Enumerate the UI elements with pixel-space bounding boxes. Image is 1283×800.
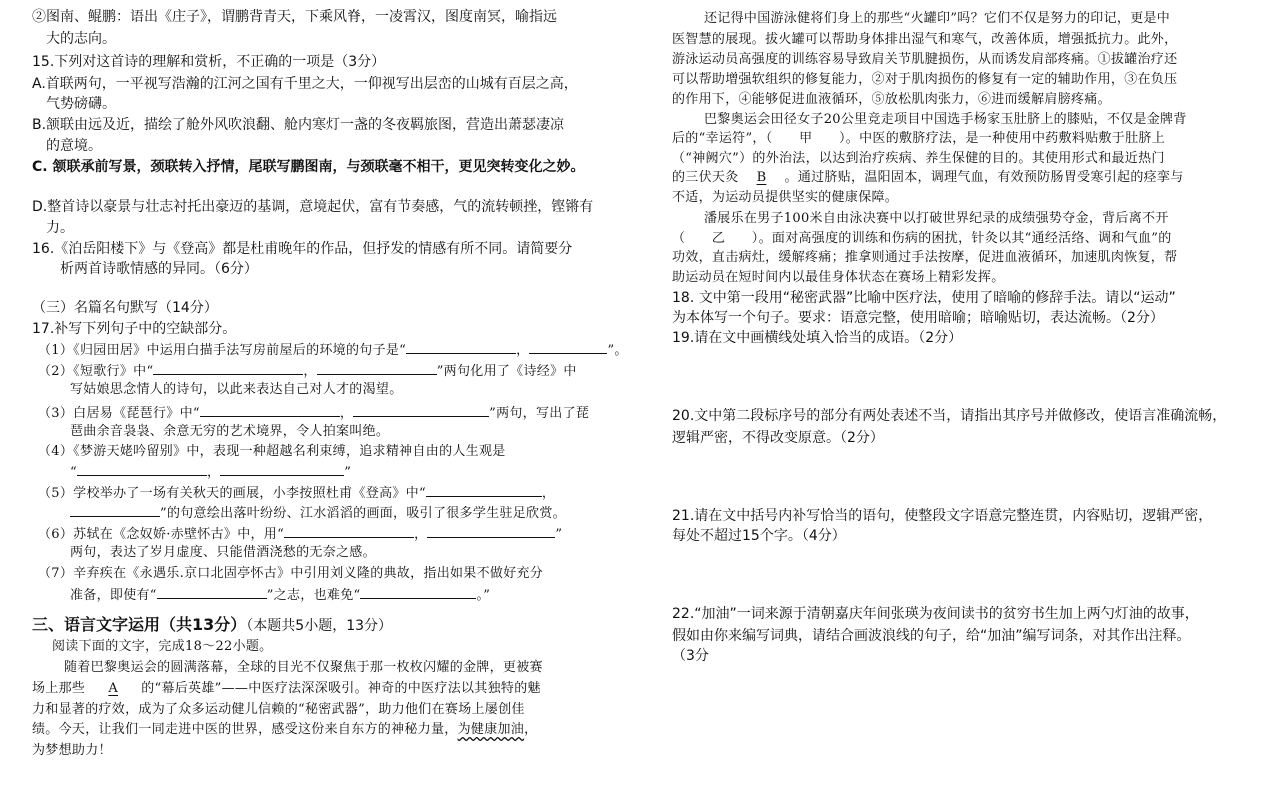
answer-blank[interactable] <box>529 339 607 354</box>
q16-line1: 16.《泊岳阳楼下》与《登高》都是杜甫晚年的作品，但抒发的情感有所不同。请简要分 <box>32 241 573 257</box>
answer-blank[interactable] <box>353 402 489 417</box>
answer-blank[interactable] <box>70 502 160 517</box>
q17-stem: 17.补写下列句子中的空缺部分。 <box>32 321 237 337</box>
passage-para3-line2: 后的“幸运符”，（ 甲 ）。中医的敷脐疗法，是一种使用中药敷料贴敷于肚脐上 <box>672 131 1165 146</box>
q22-line1: 22.“加油”一词来源于清朝嘉庆年间张瑛为夜间读书的贫穷书生加上两勺灯油的故事， <box>672 606 1199 622</box>
q20-line2: 逻辑严密，不得改变原意。（2分） <box>672 430 884 446</box>
answer-blank[interactable] <box>284 523 414 538</box>
passage-para1-line1: 随着巴黎奥运会的圆满落幕，全球的目光不仅聚焦于那一枚枚闪耀的金牌，更被赛 <box>64 660 543 675</box>
q20-line1: 20.文中第二段标序号的部分有两处表述不当，请指出其序号并做修改，使语言准确流畅， <box>672 408 1227 424</box>
q21-line2: 每处不超过15个字。（4分） <box>672 528 846 544</box>
q17-item5: （5）学校举办了一场有关秋天的画展，小李按照杜甫《登高》中“ ， <box>38 482 555 504</box>
q17-item2: （2）《短歌行》中“ ， ”两句化用了《诗经》中 <box>38 360 577 382</box>
q15-option-b-line1: B.颔联由远及近，描绘了舱外风吹浪翻、舱内寒灯一盏的冬夜羁旅图，营造出萧瑟凄凉 <box>32 117 565 133</box>
passage-para1-line4: 绩。今天，让我们一同走进中医的世界，感受这份来自东方的神秘力量，为健康加油， <box>32 722 538 737</box>
passage-para4-line2: （ 乙 ）。面对高强度的训练和伤病的困扰，针灸以其“通经活络、调和气血”的 <box>672 231 1172 246</box>
q16-line2: 析两首诗歌情感的异同。（6分） <box>60 261 258 277</box>
q19: 19.请在文中画横线处填入恰当的成语。（2分） <box>672 330 963 346</box>
q17-item4: （4）《梦游天姥吟留别》中，表现一种超越名利束缚，追求精神自由的人生观是 <box>38 444 506 459</box>
q17-item5-line2: ”的句意绘出落叶纷纷、江水滔滔的画面，吸引了很多学生驻足欣赏。 <box>70 502 566 524</box>
q14-option2-line1: ②图南、鲲鹏：语出《庄子》，谓鹏背青天，下乘风脊，一凌霄汉，图度南冥，喻指远 <box>32 9 557 25</box>
q17-item4-line2: “ ， ” <box>70 461 351 483</box>
passage-para3-line5: 不适，为运动员提供坚实的健康保障。 <box>672 190 899 205</box>
q17-item6: （6）苏轼在《念奴娇·赤壁怀古》中，用“ ， ” <box>38 523 562 545</box>
answer-blank[interactable] <box>153 360 303 375</box>
q15-option-b-line2: 的意境。 <box>46 138 102 154</box>
answer-blank[interactable] <box>220 461 344 476</box>
answer-blank[interactable] <box>200 402 340 417</box>
q17-item2-line2: 写姑娘思念情人的诗句，以此来表达自己对人才的渴望。 <box>70 382 403 397</box>
passage-para2-line2: 医智慧的展现。拔火罐可以帮助身体排出湿气和寒气，改善体质，增强抵抗力。此外， <box>672 32 1178 47</box>
passage-para4-line1: 潘展乐在男子100米自由泳决赛中以打破世界纪录的成绩强势夺金，背后离不开 <box>704 211 1169 226</box>
answer-blank[interactable] <box>360 584 476 599</box>
reading-instruction: 阅读下面的文字，完成18～22小题。 <box>52 639 273 654</box>
q22-line2: 假如由你来编写词典，请结合画波浪线的句子，给“加油”编写词条，对其作出注释。 <box>672 628 1191 644</box>
q14-option2-line2: 大的志向。 <box>46 31 116 47</box>
answer-blank[interactable] <box>77 461 207 476</box>
q22-line3: （3分 <box>672 648 709 664</box>
wavy-underlined-phrase: 为健康加油 <box>457 722 525 737</box>
blank-b[interactable]: B <box>756 170 767 185</box>
q17-item7: （7）辛弃疾在《永遇乐.京口北固亭怀古》中引用刘义隆的典故，指出如果不做好充分 <box>38 566 544 581</box>
passage-para1-line3: 力和显著的疗效，成为了众多运动健儿信赖的“秘密武器”，助力他们在赛场上屡创佳 <box>32 702 525 717</box>
passage-para3-line3: （“神阙穴”）的外治法，以达到治疗疾病、养生保健的目的。其使用形式和最近热门 <box>672 151 1165 166</box>
passage-para4-line3: 功效，直击病灶，缓解疼痛；推拿则通过手法按摩，促进血液循环，加速肌肉恢复，帮 <box>672 250 1178 265</box>
passage-para3-line4: 的三伏天灸 B 。通过脐贴，温阳固本，调理气血，有效预防肠胃受寒引起的痉挛与 <box>672 168 1184 188</box>
section-language-title: 三、语言文字运用（共13分）（本题共5小题，13分） <box>32 615 393 634</box>
section-recitation-title: （三）名篇名句默写（14分） <box>32 300 218 316</box>
q15-option-a-line1: A.首联两句，一平视写浩瀚的江河之国有千里之大，一仰视写出层峦的山城有百层之高， <box>32 76 578 92</box>
answer-blank[interactable] <box>317 360 437 375</box>
passage-para2-line5: 的作用下，④能够促进血液循环，⑤放松肌肉张力，⑥进而缓解肩膀疼痛。 <box>672 92 1111 107</box>
q15-option-d-line2: 力。 <box>46 220 74 236</box>
answer-blank[interactable] <box>427 523 555 538</box>
q18-line2: 为本体写一个句子。要求：语意完整，使用暗喻；暗喻贴切，表达流畅。（2分） <box>672 310 1164 326</box>
q18-line1: 18. 文中第一段用“秘密武器”比喻中医疗法，使用了暗喻的修辞手法。请以“运动” <box>672 290 1176 306</box>
answer-blank[interactable] <box>406 339 516 354</box>
blank-a[interactable]: A <box>108 681 119 696</box>
q17-item3: （3）白居易《琵琶行》中“ ， ”两句，写出了琵 <box>38 402 589 424</box>
q21-line1: 21.请在文中括号内补写恰当的语句，使整段文字语意完整连贯，内容贴切，逻辑严密， <box>672 508 1213 524</box>
passage-para2-line1: 还记得中国游泳健将们身上的那些“火罐印”吗？它们不仅是努力的印记，更是中 <box>704 11 1171 26</box>
answer-blank[interactable] <box>426 482 542 497</box>
passage-para2-line3: 游泳运动员高强度的训练容易导致肩关节肌腱损伤，从而诱发肩部疼痛。①拔罐治疗还 <box>672 52 1178 67</box>
passage-para3-line1: 巴黎奥运会田径女子20公里竞走项目中国选手杨家玉肚脐上的膝贴，不仅是金牌背 <box>704 112 1187 127</box>
q17-item1: （1）《归园田居》中运用白描手法写房前屋后的环境的句子是“ ， ”。 <box>38 339 628 361</box>
passage-para4-line4: 助运动员在短时间内以最佳身体状态在赛场上精彩发挥。 <box>672 270 1005 285</box>
passage-para2-line4: 可以帮助增强软组织的修复能力，②对于肌肉损伤的修复有一定的辅助作用，③在负压 <box>672 72 1178 87</box>
q15-option-c: C. 颔联承前写景，颈联转入抒情，尾联写鹏图南，与颈联毫不相干，更见突转变化之妙。 <box>32 159 585 175</box>
passage-para1-line2: 场上那些 A 的“幕后英雄”——中医疗法深深吸引。神奇的中医疗法以其独特的魅 <box>32 679 541 699</box>
q15-option-d-line1: D.整首诗以豪景与壮志衬托出豪迈的基调，意境起伏，富有节奏感，气的流转顿挫，铿锵有 <box>32 199 594 215</box>
q15-option-a-line2: 气势磅礴。 <box>46 96 116 112</box>
passage-para1-line5: 为梦想助力！ <box>32 743 112 758</box>
q17-item7-line2: 准备，即使有“ ”之志，也难免“ 。” <box>70 584 490 606</box>
answer-blank[interactable] <box>157 584 267 599</box>
q17-item3-line2: 琶曲余音袅袅、余意无穷的艺术境界，令人拍案叫绝。 <box>70 424 390 439</box>
q15-stem: 15.下列对这首诗的理解和赏析，不正确的一项是（3分） <box>32 54 386 70</box>
q17-item6-line2: 两句，表达了岁月虚度、只能借酒浇愁的无奈之感。 <box>70 545 376 560</box>
